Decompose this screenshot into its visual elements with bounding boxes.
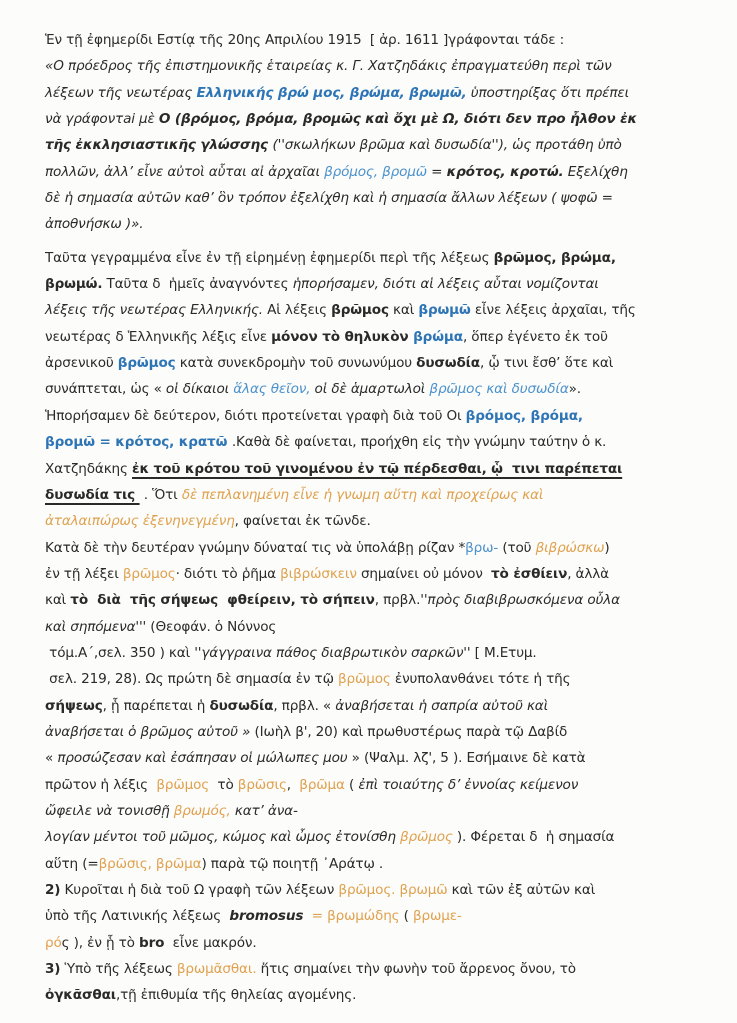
text-line bbox=[45, 851, 713, 877]
text-segment: ». bbox=[568, 381, 581, 398]
text-segment: ἐκ τοῦ κρότου τοῦ γινομένου ἐν τῷ πέρδεσθαι, ᾧ τινι παρέπεται bbox=[132, 460, 623, 477]
text-segment: καὶ bbox=[388, 302, 419, 319]
text-segment: βρῶμος bbox=[399, 829, 453, 846]
text-segment: δυσωδία bbox=[416, 355, 480, 372]
text-segment: λέξεων τῆς νεωτέρας bbox=[45, 84, 197, 101]
text-segment: σήψεως bbox=[45, 697, 103, 714]
text-segment: Κατὰ δὲ τὴν δευτέραν γνώμην δύναταί τις νὰ ὑπολάβῃ ρίζαν * bbox=[45, 539, 466, 556]
text-line bbox=[45, 956, 713, 982]
text-segment: βρώμα bbox=[413, 328, 463, 345]
text-line bbox=[45, 211, 713, 237]
text-line bbox=[45, 798, 713, 824]
text-segment: ἐπὶ τοιαύτης δ’ ἐννοίας κείμενον bbox=[358, 776, 579, 793]
text-segment: βρόμος, βρόμα, bbox=[465, 407, 583, 424]
text-segment: «Ο πρόεδρος τῆς ἐπιστημονικῆς ἑταιρείας κ. Γ. Χατζηδάκις ἐπραγματεύθη περὶ τῶν bbox=[45, 58, 612, 75]
text-segment: , ὅπερ ἐγένετο ἐκ τοῦ bbox=[462, 328, 608, 345]
text-segment: λογίαν μέντοι τοῦ μῶμος, κώμος καὶ ὦμος ἐτονίσθη bbox=[45, 829, 400, 846]
text-segment: ,τῇ ἐπιθυμία τῆς θηλείας αγομένης. bbox=[115, 987, 357, 1004]
text-segment: βρῶμος bbox=[337, 671, 391, 688]
text-line bbox=[45, 508, 713, 534]
text-line bbox=[45, 185, 713, 211]
text-segment: βρῶσις bbox=[237, 776, 287, 793]
text-segment: ἅλας θεῖον, bbox=[233, 381, 311, 398]
text-segment: ἡπορήσαμεν, διότι αἱ λέξεις αὗται νομίζονται bbox=[292, 276, 599, 293]
text-segment: ὑπὸ τῆς Λατινικής λέξεως bbox=[45, 908, 230, 925]
text-segment: bro bbox=[138, 934, 165, 951]
text-segment: ''γάγγραινα πάθος διαβρωτικὸν σαρκῶν'' bbox=[194, 644, 471, 661]
text-segment: Ο (βρόμος, βρόμα, βρομῶς καὶ ὄχι μὲ Ω, διότι δεν προ ἦλθον ἐκ bbox=[158, 111, 638, 128]
text-line bbox=[45, 376, 713, 402]
text-segment: .Καθὰ δὲ φαίνεται, προήχθη εἰς τὴν γνώμην ταύτην ὁ κ. bbox=[231, 434, 607, 451]
text-segment: , ᾗ παρέπεται ἡ bbox=[102, 697, 210, 714]
text-segment: οἱ δὲ ἁμαρτωλοὶ bbox=[310, 381, 430, 398]
text-line bbox=[45, 719, 713, 745]
text-line bbox=[45, 640, 713, 666]
text-segment: ἀναβήσεται ὁ βρῶμος αὐτοῦ » bbox=[45, 723, 251, 740]
text-segment: ὤφειλε νὰ τονισθῇ bbox=[45, 802, 174, 819]
text-line bbox=[45, 271, 713, 297]
text-line bbox=[45, 877, 713, 903]
text-line bbox=[45, 745, 713, 771]
text-segment: Χατζηδάκης bbox=[45, 460, 133, 477]
text-segment: τόμ.Α΄,σελ. 350 ) καὶ bbox=[45, 644, 195, 661]
text-segment: ἀρσενικοῦ bbox=[45, 355, 118, 372]
text-segment: κρότος, κροτώ. bbox=[446, 163, 564, 180]
text-segment: ὀγκᾶσθαι bbox=[45, 987, 116, 1004]
text-line bbox=[45, 80, 713, 106]
text-segment: εἶνε μακρόν. bbox=[164, 934, 257, 951]
text-segment: βρομῶ = κρότος, κρατῶ bbox=[45, 434, 232, 451]
text-segment: , bbox=[286, 776, 300, 793]
text-segment: « bbox=[45, 750, 58, 767]
text-segment: βρωμός, bbox=[173, 802, 231, 819]
text-line bbox=[45, 456, 713, 482]
text-segment: ). Φέρεται δ ἡ σημασία bbox=[452, 829, 615, 846]
text-line bbox=[45, 614, 713, 640]
text-line bbox=[45, 403, 713, 429]
text-segment: βρωμᾶσθαι. bbox=[176, 961, 257, 978]
text-segment: δὲ ἡ σημασία αὐτῶν καθ’ ὃν τρόπον ἐξελίχθη καὶ ἡ σημασία ἄλλων λέξεων ( ψοφῶ = bbox=[45, 190, 613, 207]
text-segment: βρωμε- bbox=[413, 908, 462, 925]
text-segment: Ὑπὸ τῆς λέξεως bbox=[60, 961, 177, 978]
text-segment: βρῶμος bbox=[156, 776, 210, 793]
text-segment: , ἀλλὰ bbox=[567, 565, 609, 582]
text-segment: βιβρώσκειν bbox=[280, 565, 357, 582]
text-line bbox=[45, 587, 713, 613]
text-segment: οἱ δίκαιοι bbox=[165, 381, 234, 398]
text-segment: ἀταλαιπώρως ἐξενηνεγμένη bbox=[45, 513, 235, 530]
text-segment: δὲ πεπλανημένη εἶνε ἡ γνωμη αὕτη καὶ προχείρως καὶ bbox=[181, 486, 544, 503]
text-segment: , πρβλ. « bbox=[273, 697, 336, 714]
text-segment: βρῶμα bbox=[299, 776, 345, 793]
text-segment: = bbox=[426, 163, 447, 180]
text-line bbox=[45, 324, 713, 350]
text-segment: ρό bbox=[45, 934, 62, 951]
text-segment: τὸ διὰ τῆς σήψεως φθείρειν, τὸ σήπειν bbox=[70, 592, 375, 609]
text-segment: ἀποθνήσκω )». bbox=[45, 216, 144, 233]
text-segment: , φαίνεται ἐκ τῶνδε. bbox=[234, 513, 371, 530]
text-segment: ( bbox=[399, 908, 413, 925]
text-segment: Αἱ λέξεις bbox=[262, 302, 332, 319]
text-segment: βιβρώσκω bbox=[535, 539, 605, 556]
text-segment: Ταῦτα γεγραμμένα εἶνε ἐν τῇ εἰρημένῃ ἐφημερίδι περὶ τῆς λέξεως bbox=[45, 249, 494, 266]
text-segment: Ταῦτα δ ἡμεῖς ἀναγνόντες bbox=[102, 276, 293, 293]
text-segment: , πρβλ. bbox=[374, 592, 421, 609]
text-segment: Ελληνικής βρώ μος, βρώμα, βρωμῶ, bbox=[196, 84, 467, 101]
text-segment: κατ’ ἀνα- bbox=[230, 802, 298, 819]
text-segment: ὑποστηρίξας ὅτι πρέπει bbox=[466, 84, 630, 101]
text-segment: πρῶτον ἡ λέξις bbox=[45, 776, 157, 793]
text-segment: Κυροῖται ἡ διὰ τοῦ Ω γραφὴ τῶν λέξεων bbox=[60, 882, 339, 898]
text-line bbox=[45, 106, 713, 132]
text-line bbox=[45, 561, 713, 587]
document-text bbox=[45, 27, 713, 1009]
text-segment: βρῶμος καὶ δυσωδία bbox=[429, 381, 569, 398]
text-line bbox=[45, 429, 713, 455]
text-segment: ς ), ἐν ᾗ τὸ bbox=[61, 934, 139, 951]
text-segment: βρωμῶ bbox=[418, 302, 471, 319]
text-segment: δυσωδία τις bbox=[45, 486, 140, 503]
text-segment: Εξελίχθη bbox=[563, 163, 628, 180]
text-line bbox=[45, 772, 713, 798]
text-segment: σημαίνει οὐ μόνον bbox=[356, 565, 492, 582]
text-segment: , ᾧ τινι ἔσθ’ ὅτε καὶ bbox=[480, 355, 614, 372]
text-segment: . Ὅτι bbox=[139, 486, 182, 503]
text-segment: βρωμώ. bbox=[45, 276, 103, 293]
text-segment: τῆς ἐκκλησιαστικῆς γλώσσης bbox=[45, 137, 273, 154]
text-segment: ἥτις σημαίνει τὴν φωνὴν τοῦ ἄρρενος ὄνου, τὸ bbox=[256, 961, 576, 978]
text-line bbox=[45, 982, 713, 1008]
text-segment: ἐν τῇ λέξει bbox=[45, 565, 123, 582]
text-segment: κατὰ συνεκδρομὴν τοῦ συνωνύμου bbox=[175, 355, 417, 372]
text-segment: καὶ bbox=[45, 592, 71, 609]
text-segment: καὶ σηπόμενα''' bbox=[45, 618, 147, 635]
text-line bbox=[45, 350, 713, 376]
text-line bbox=[45, 482, 713, 508]
text-segment: καὶ τῶν ἐξ αὐτῶν καὶ bbox=[447, 882, 596, 898]
text-line bbox=[45, 535, 713, 561]
text-segment: νὰ γράφοντai μὲ bbox=[45, 111, 159, 128]
text-segment: τὸ ἐσθίειν bbox=[491, 565, 568, 582]
text-segment: λέξεις τῆς νεωτέρας Ελληνικής. bbox=[45, 302, 263, 319]
text-segment: (τοῦ bbox=[498, 539, 536, 556]
text-segment bbox=[303, 908, 311, 924]
text-segment: βρῶμος, βρώμα, bbox=[493, 249, 616, 266]
text-segment: bromosus bbox=[229, 908, 304, 925]
text-line bbox=[45, 824, 713, 850]
text-line bbox=[45, 693, 713, 719]
text-segment: 2) bbox=[45, 882, 61, 898]
text-segment: βρῶμος bbox=[122, 565, 176, 582]
text-segment: μόνον τὸ θηλυκὸν bbox=[271, 328, 414, 345]
text-segment: ἀναβήσεται ἡ σαπρία αὐτοῦ καὶ bbox=[335, 697, 549, 714]
text-segment: τὸ bbox=[209, 776, 238, 793]
text-segment: » (Ψαλμ. λζ', 5 ). Εσήμαινε δὲ κατὰ bbox=[347, 750, 586, 767]
text-line bbox=[45, 903, 713, 929]
text-segment: 3) bbox=[45, 961, 61, 978]
text-segment: (Θεοφάν. ὁ Νόννος bbox=[146, 618, 277, 635]
text-segment: ἐνυπολανθάνει τότε ἡ τῆς bbox=[390, 671, 571, 688]
text-segment: βρω- bbox=[465, 539, 499, 556]
text-segment: Ἑν τῇ ἐφημερίδι Εστίᾳ τῆς 20ης Απριλίου 1915 [ ἀρ. 1611 ]γράφονται τάδε : bbox=[45, 32, 565, 48]
text-segment: ( bbox=[344, 776, 359, 793]
text-segment: ) bbox=[604, 539, 610, 556]
text-segment: βρῶμος bbox=[117, 355, 176, 372]
text-segment: ''πρὸς διαβιβρωσκόμενα οὖλα bbox=[420, 592, 620, 609]
text-segment: (''σκωλήκων βρῶμα καὶ δυσωδία''), ὡς προτάθη ὑπὸ bbox=[272, 137, 622, 154]
text-segment: προσώζεσαν καὶ ἐσάπησαν οἱ μώλωπες μου bbox=[57, 750, 348, 767]
text-segment: συνάπτεται, ὡς « bbox=[45, 381, 166, 398]
text-segment: εἶνε λέξεις ἀρχαῖαι, τῆς bbox=[470, 302, 636, 319]
text-line bbox=[45, 53, 713, 79]
text-segment: αὕτη (= bbox=[45, 855, 99, 872]
text-segment: βρῶμος. βρωμῶ bbox=[338, 882, 448, 898]
text-line bbox=[45, 666, 713, 692]
text-segment: [ Μ.Ετυμ. bbox=[470, 644, 537, 661]
text-segment: πολλῶν, ἀλλ’ εἶνε αὐτοὶ αὗται αἱ ἀρχαῖαι bbox=[45, 163, 325, 180]
text-segment: βρῶμος bbox=[331, 302, 389, 319]
text-segment: βρῶσις, βρῶμα bbox=[98, 855, 202, 872]
text-segment: ) παρὰ τῷ ποιητῇ ᾽Αράτῳ . bbox=[201, 855, 384, 872]
text-line bbox=[45, 930, 713, 956]
text-line bbox=[45, 27, 713, 53]
text-line bbox=[45, 245, 713, 271]
text-line bbox=[45, 132, 713, 158]
text-segment: βρόμος, βρομῶ bbox=[324, 163, 427, 180]
text-segment: · διότι τὸ ῥῆμα bbox=[175, 565, 281, 582]
text-line bbox=[45, 159, 713, 185]
text-segment: δυσωδία bbox=[209, 697, 274, 714]
text-segment: (Ιωὴλ β', 20) καὶ πρωθυστέρως παρὰ τῷ Δαβίδ bbox=[250, 723, 568, 740]
text-segment: σελ. 219, 28). Ως πρώτη δὲ σημασία ἐν τῷ bbox=[45, 671, 338, 688]
text-segment: νεωτέρας δ Ἑλληνικῆς λέξις εἶνε bbox=[45, 328, 272, 345]
text-segment: Ἡπορήσαμεν δὲ δεύτερον, διότι προτείνεται γραφὴ διὰ τοῦ Οι bbox=[45, 407, 466, 424]
text-line bbox=[45, 297, 713, 323]
text-segment: = βρωμώδης bbox=[311, 908, 400, 925]
